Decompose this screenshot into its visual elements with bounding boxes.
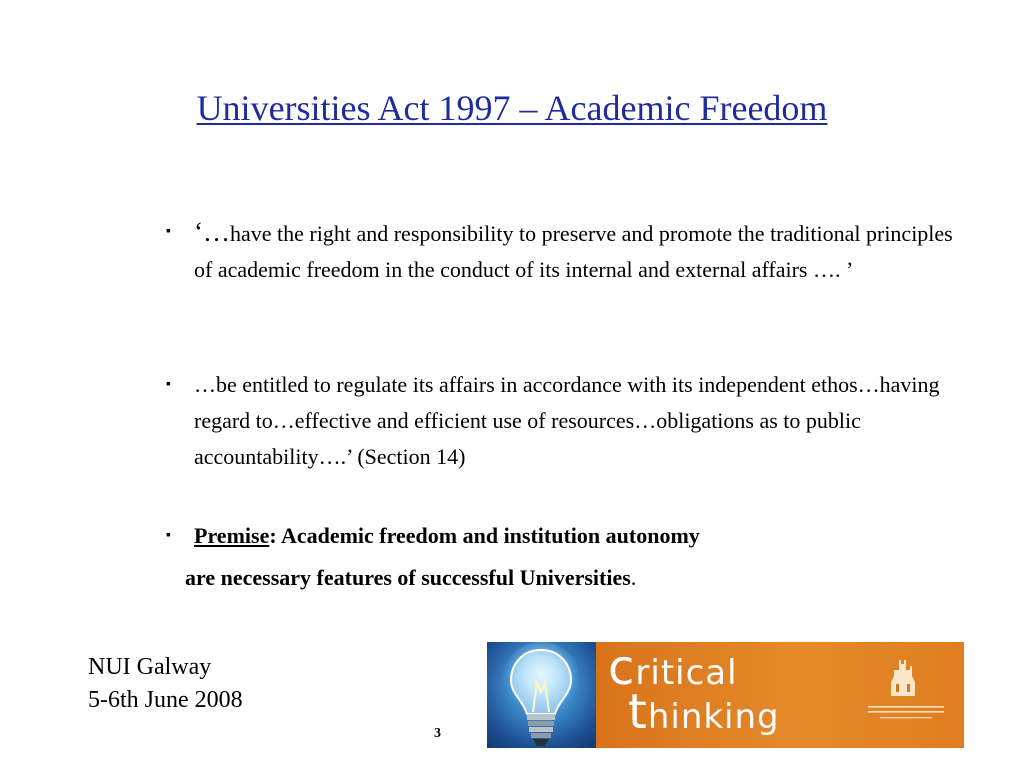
light-bulb-image [487, 642, 596, 748]
critical-thinking-logo [596, 642, 964, 748]
footer-date: 5-6th June 2008 [88, 687, 243, 713]
thinking-word: thinking [628, 684, 780, 740]
bullet-item [166, 367, 964, 475]
bullet-item [166, 518, 964, 554]
bullet-text: : Academic freedom and institution autonomy [269, 523, 700, 548]
bullet-text: …be entitled to regulate its affairs in accordance with its independent ethos…having regard to…effective and efficient use of resources…obligations as to public accountability….’ (Section 14) [194, 372, 940, 469]
bullet-continuation [185, 560, 636, 596]
bullet-item [166, 214, 964, 288]
bullet-marker: ▪ [166, 377, 171, 392]
light-bulb-icon [487, 642, 596, 748]
page-number: 3 [434, 726, 441, 741]
footer [88, 651, 243, 717]
premise-label: Premise [194, 523, 270, 548]
bullet-marker: ▪ [166, 528, 171, 543]
footer-institution: NUI Galway [88, 654, 212, 680]
quote-open: ‘… [194, 217, 230, 247]
slide-title: Universities Act 1997 – Academic Freedom [196, 88, 828, 128]
critical-thinking-banner [487, 642, 964, 748]
bullet-marker: ▪ [166, 224, 171, 239]
university-crest-icon [866, 656, 946, 726]
bullet-continuation-text: are necessary features of successful Universities [185, 565, 631, 590]
critical-word: critical [608, 642, 738, 696]
bullet-end-mark: . [630, 565, 637, 590]
bullet-text: have the right and responsibility to preserve and promote the traditional principles of academic freedom in the conduct of its internal and external affairs …. ’ [194, 221, 953, 282]
